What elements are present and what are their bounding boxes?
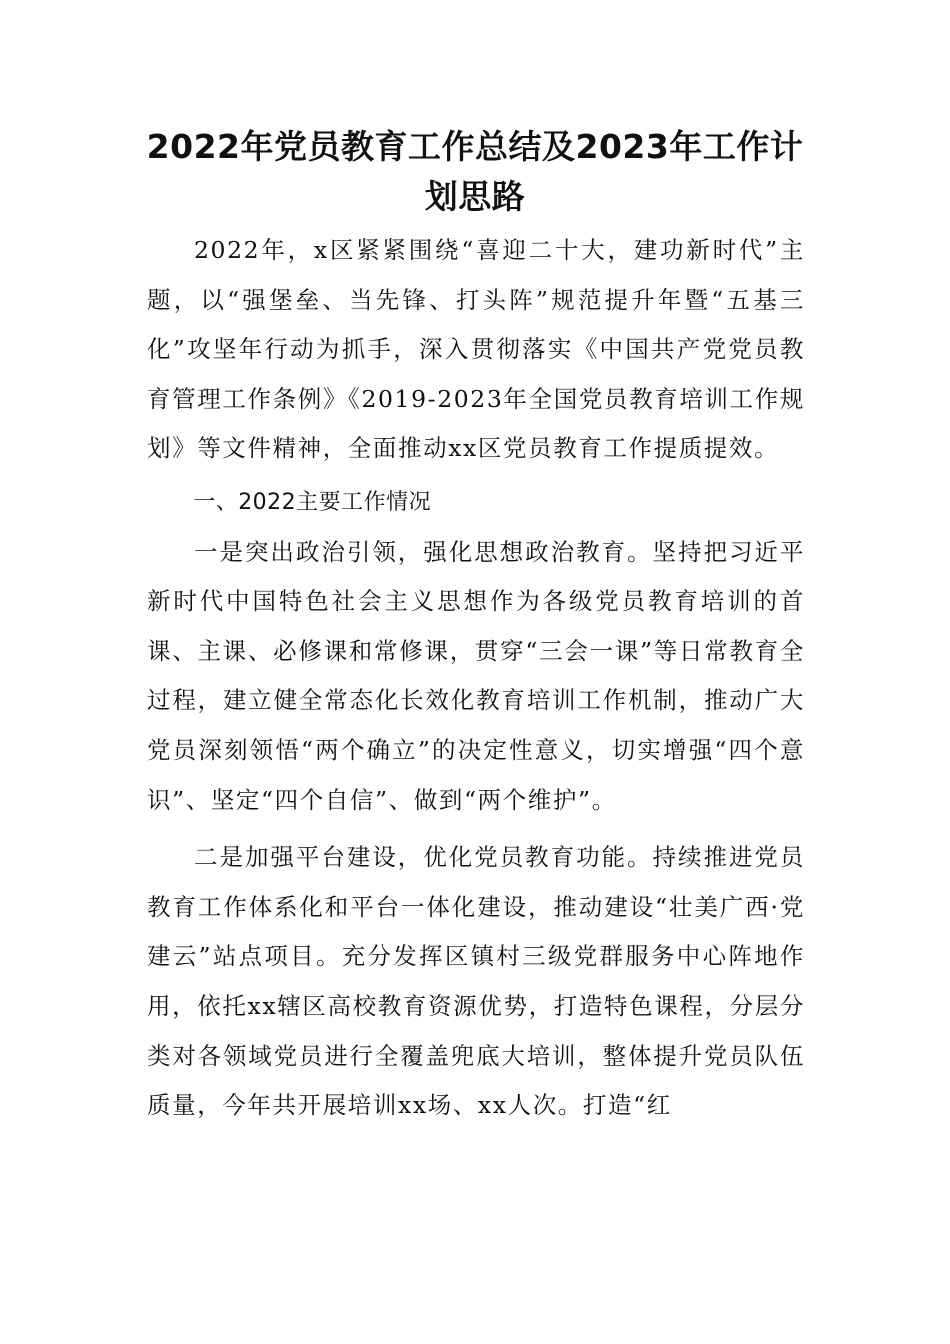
document-title: 2022年党员教育工作总结及2023年工作计划思路	[146, 127, 804, 216]
paragraph-2: 二是加强平台建设，优化党员教育功能。持续推进党员教育工作体系化和平台一体化建设，推动建设“壮美广西·党建云”站点项目。充分发挥区镇村三级党群服务中心阵地作用，依托xx辖区高校教育资源优势，打造特色课程，分层分类对各领域党员进行全覆盖兜底大培训，整体提升党员队伍质量，今年共开展培训xx场、xx人次。打造“红	[147, 843, 805, 1120]
document-body	[147, 226, 805, 1131]
section-heading: 一、2022主要工作情况	[193, 489, 432, 515]
paragraph-1: 一是突出政治引领，强化思想政治教育。坚持把习近平新时代中国特色社会主义思想作为各级党员教育培训的首课、主课、必修课和常修课，贯穿“三会一课”等日常教育全过程，建立健全常态化长效化教育培训工作机制，推动广大党员深刻领悟“两个确立”的决定性意义，切实增强“四个意识”、坚定“四个自信”、做到“两个维护”。	[147, 537, 805, 814]
intro-paragraph: 2022年，x区紧紧围绕“喜迎二十大，建功新时代”主题，以“强堡垒、当先锋、打头阵”规范提升年暨“五基三化”攻坚年行动为抓手，深入贯彻落实《中国共产党党员教育管理工作条例》《2019-2023年全国党员教育培训工作规划》等文件精神，全面推动xx区党员教育工作提质提效。	[147, 236, 805, 463]
